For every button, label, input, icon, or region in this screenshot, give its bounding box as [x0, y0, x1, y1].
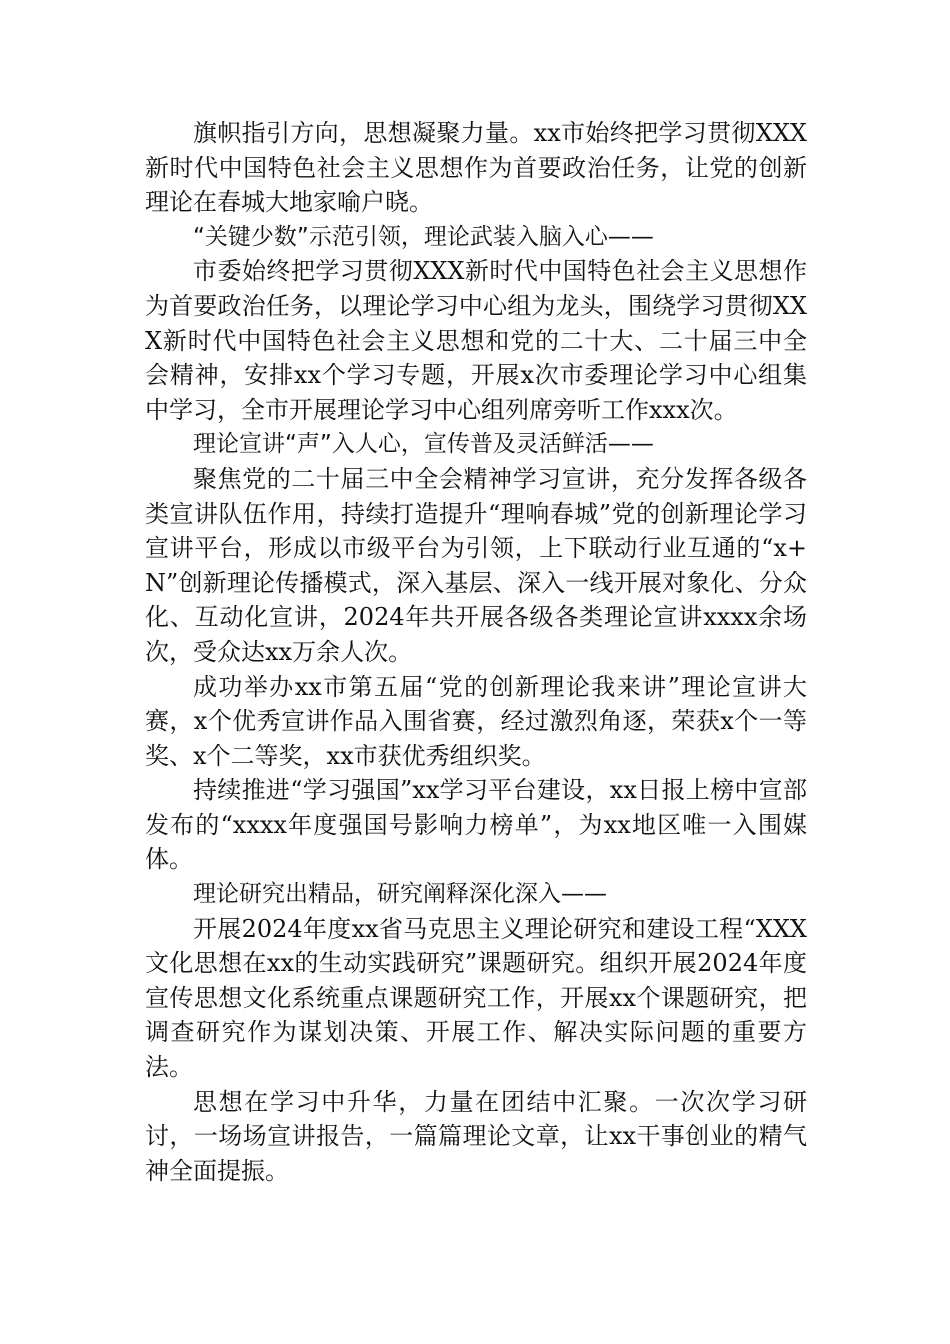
paragraph-intro: 旗帜指引方向，思想凝聚力量。xx市始终把学习贯彻XXX新时代中国特色社会主义思想作为首要政治任务，让党的创新理论在春城大地家喻户晓。: [145, 119, 807, 217]
paragraph-xuexi-qiangguo: 持续推进“学习强国”xx学习平台建设，xx日报上榜中宣部发布的“xxxx年度强国号影响力榜单”，为xx地区唯一入围媒体。: [145, 776, 807, 874]
section-heading-theory-lectures: 理论宣讲“声”入人心，宣传普及灵活鲜活——: [193, 431, 654, 458]
paragraph-lecture-platform: 聚焦党的二十届三中全会精神学习宣讲，充分发挥各级各类宣讲队伍作用，持续打造提升“理响春城”党的创新理论学习宣讲平台，形成以市级平台为引领，上下联动行业互通的“x+N”创新理论传播模式，深入基层、深入一线开展对象化、分众化、互动化宣讲，2024年共开展各级各类理论宣讲xxxx余场次，受众达xx万余人次。: [145, 464, 807, 666]
paragraph-conclusion: 思想在学习中升华，力量在团结中汇聚。一次次学习研讨，一场场宣讲报告，一篇篇理论文章，让xx干事创业的精气神全面提振。: [145, 1087, 807, 1185]
paragraph-research-projects: 开展2024年度xx省马克思主义理论研究和建设工程“XXX文化思想在xx的生动实践研究”课题研究。组织开展2024年度宣传思想文化系统重点课题研究工作，开展xx个课题研究，把调查研究作为谋划决策、开展工作、解决实际问题的重要方法。: [145, 914, 807, 1082]
section-heading-key-minority: “关键少数”示范引领，理论武装入脑入心——: [193, 223, 654, 250]
paragraph-study-group: 市委始终把学习贯彻XXX新时代中国特色社会主义思想作为首要政治任务，以理论学习中心组为龙头，围绕学习贯彻XXX新时代中国特色社会主义思想和党的二十大、二十届三中全会精神，安排xx个学习专题，开展x次市委理论学习中心组集中学习，全市开展理论学习中心组列席旁听工作xxx次。: [145, 257, 807, 424]
paragraph-lecture-contest: 成功举办xx市第五届“党的创新理论我来讲”理论宣讲大赛，x个优秀宣讲作品入围省赛，经过激烈角逐，荣获x个一等奖、x个二等奖，xx市获优秀组织奖。: [145, 672, 807, 770]
document-body: [145, 116, 807, 1188]
section-heading-theory-research: 理论研究出精品，研究阐释深化深入——: [193, 881, 607, 908]
